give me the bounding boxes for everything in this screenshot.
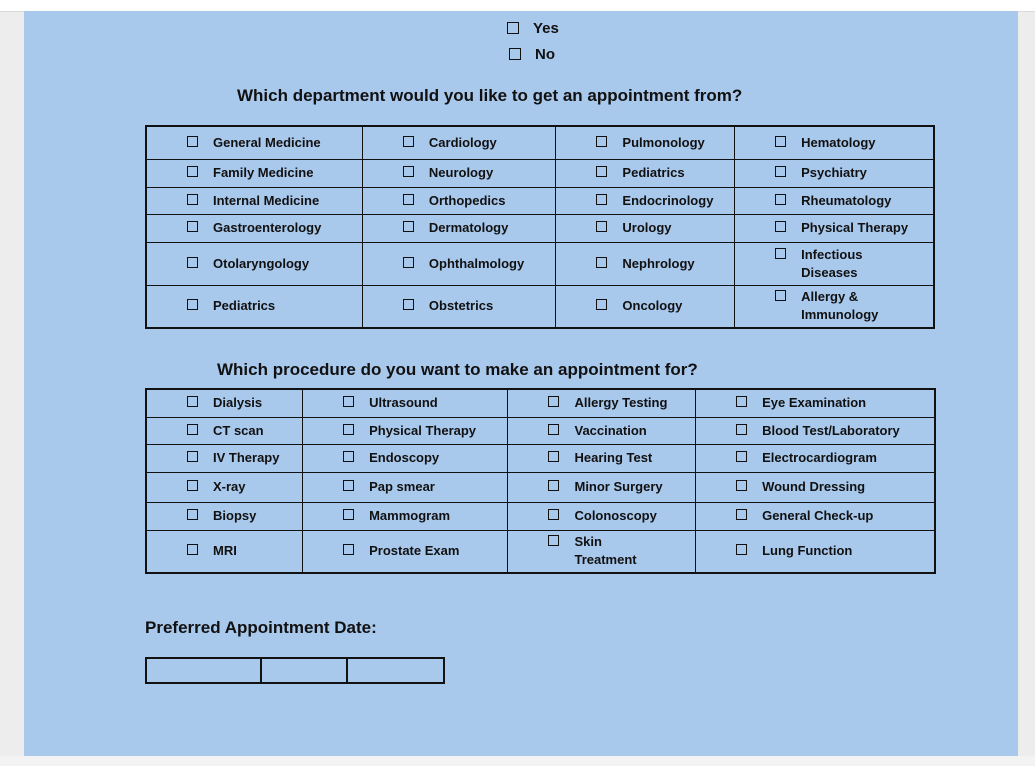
option-label: General Medicine	[213, 134, 321, 150]
checkbox[interactable]	[596, 257, 607, 268]
checkbox-option[interactable]	[508, 507, 695, 525]
checkbox-option[interactable]	[363, 219, 556, 237]
table-cell	[362, 214, 556, 242]
checkbox-option[interactable]	[147, 192, 362, 210]
checkbox[interactable]	[187, 544, 198, 555]
checkbox-option[interactable]	[303, 449, 507, 467]
table-cell	[735, 187, 934, 214]
option-label: Ultrasound	[369, 395, 438, 411]
table-row	[146, 242, 934, 285]
checkbox-option[interactable]	[696, 449, 934, 467]
option-label: Allergy Testing	[574, 395, 668, 411]
checkbox[interactable]	[775, 221, 786, 232]
checkbox-option[interactable]	[363, 297, 556, 315]
checkbox-option[interactable]	[147, 542, 302, 560]
checkbox-option[interactable]	[556, 297, 734, 315]
table-cell	[696, 417, 935, 444]
table-cell	[362, 159, 556, 187]
checkbox-option[interactable]	[508, 533, 695, 569]
option-label: Pediatrics	[213, 298, 276, 314]
option-label: Allergy & Immunology	[801, 289, 879, 323]
checkbox-option[interactable]	[508, 422, 695, 440]
table-cell	[508, 417, 696, 444]
table-row	[146, 417, 935, 444]
checkbox-option[interactable]	[735, 164, 933, 182]
option-label: Psychiatry	[801, 165, 867, 180]
department-question: Which department would you like to get an appointment from?	[237, 86, 743, 105]
option-label: Skin Treatment	[574, 534, 637, 568]
checkbox-option[interactable]	[363, 134, 556, 152]
checkbox[interactable]	[187, 396, 198, 407]
checkbox-option[interactable]	[363, 164, 556, 182]
option-label: Electrocardiogram	[762, 450, 877, 465]
checkbox[interactable]	[403, 136, 414, 147]
option-label: Physical Therapy	[801, 220, 909, 235]
option-label: Gastroenterology	[213, 220, 322, 235]
checkbox[interactable]	[736, 509, 747, 520]
table-cell	[696, 472, 935, 502]
checkbox-option[interactable]	[696, 507, 934, 525]
checkbox[interactable]	[736, 544, 747, 555]
checkbox[interactable]	[403, 221, 414, 232]
checkbox[interactable]	[403, 257, 414, 268]
option-label: Ophthalmology	[428, 255, 525, 271]
table-cell	[146, 159, 362, 187]
table-cell	[362, 187, 556, 214]
option-label: Lung Function	[762, 543, 853, 559]
option-label: Pulmonology	[622, 134, 705, 150]
table-row	[146, 502, 935, 530]
table-cell	[146, 444, 303, 472]
option-label: Endoscopy	[369, 450, 440, 465]
option-label: Urology	[622, 220, 672, 235]
table-cell	[508, 389, 696, 417]
checkbox[interactable]	[548, 424, 559, 435]
table-cell	[696, 444, 935, 472]
checkbox[interactable]	[403, 299, 414, 310]
table-cell	[696, 502, 935, 530]
checkbox-option[interactable]	[556, 192, 734, 210]
checkbox[interactable]	[509, 48, 521, 60]
checkbox[interactable]	[187, 424, 198, 435]
table-cell	[735, 126, 934, 159]
table-cell	[735, 242, 934, 285]
checkbox[interactable]	[775, 290, 786, 301]
table-row	[146, 389, 935, 417]
table-cell	[696, 530, 935, 573]
table-cell	[556, 159, 735, 187]
checkbox[interactable]	[343, 396, 354, 407]
checkbox-option[interactable]	[696, 422, 934, 440]
option-label: Blood Test/Laboratory	[762, 422, 900, 438]
option-label: MRI	[213, 543, 237, 559]
checkbox[interactable]	[736, 396, 747, 407]
checkbox-option[interactable]	[363, 255, 556, 273]
checkbox-option[interactable]	[303, 542, 507, 560]
checkbox[interactable]	[403, 194, 414, 205]
table-cell	[146, 242, 362, 285]
checkbox-option[interactable]	[735, 246, 933, 282]
checkbox[interactable]	[596, 194, 607, 205]
table-cell	[735, 285, 934, 328]
table-cell	[508, 502, 696, 530]
checkbox-option[interactable]	[556, 164, 734, 182]
checkbox[interactable]	[548, 480, 559, 491]
checkbox-option[interactable]	[696, 542, 934, 560]
checkbox[interactable]	[343, 544, 354, 555]
checkbox-option[interactable]	[556, 219, 734, 237]
table-cell	[556, 242, 735, 285]
option-label: Minor Surgery	[574, 479, 663, 494]
checkbox[interactable]	[596, 221, 607, 232]
option-label: Yes	[533, 20, 559, 37]
option-label: Oncology	[622, 298, 683, 314]
option-label: Eye Examination	[762, 395, 867, 411]
checkbox-option[interactable]	[147, 219, 362, 237]
checkbox[interactable]	[187, 299, 198, 310]
department-table	[145, 125, 935, 329]
option-label: Mammogram	[369, 508, 451, 523]
checkbox[interactable]	[548, 509, 559, 520]
referral-option-no[interactable]	[509, 46, 555, 63]
checkbox[interactable]	[596, 299, 607, 310]
table-row	[146, 285, 934, 328]
checkbox[interactable]	[596, 166, 607, 177]
table-cell	[508, 530, 696, 573]
date-month-input[interactable]	[147, 659, 262, 682]
table-cell	[303, 444, 508, 472]
option-label: Colonoscopy	[574, 508, 657, 523]
date-day-input[interactable]	[262, 659, 348, 682]
checkbox-option[interactable]	[147, 297, 362, 315]
option-label: Dialysis	[213, 395, 263, 411]
table-cell	[362, 126, 556, 159]
appointment-date-label: Preferred Appointment Date:	[145, 618, 377, 637]
checkbox-option[interactable]	[147, 422, 302, 440]
checkbox-option[interactable]	[696, 394, 934, 412]
checkbox-option[interactable]	[696, 478, 934, 496]
option-label: X-ray	[213, 479, 246, 494]
table-row	[146, 530, 935, 573]
option-label: Otolaryngology	[213, 255, 310, 271]
checkbox[interactable]	[775, 248, 786, 259]
table-cell	[362, 285, 556, 328]
option-label: Dermatology	[428, 220, 509, 235]
table-cell	[508, 444, 696, 472]
table-cell	[735, 214, 934, 242]
checkbox-option[interactable]	[147, 478, 302, 496]
checkbox-option[interactable]	[303, 478, 507, 496]
option-label: Obstetrics	[428, 298, 494, 314]
table-cell	[146, 389, 303, 417]
option-label: IV Therapy	[213, 450, 280, 465]
option-label: Prostate Exam	[369, 543, 460, 559]
checkbox-option[interactable]	[735, 288, 933, 324]
option-label: Family Medicine	[213, 165, 314, 180]
option-label: CT scan	[213, 422, 264, 438]
table-row	[146, 472, 935, 502]
checkbox-option[interactable]	[303, 394, 507, 412]
table-cell	[146, 472, 303, 502]
checkbox[interactable]	[343, 509, 354, 520]
checkbox-option[interactable]	[147, 134, 362, 152]
table-cell	[303, 530, 508, 573]
checkbox[interactable]	[187, 194, 198, 205]
checkbox[interactable]	[343, 451, 354, 462]
checkbox-option[interactable]	[147, 449, 302, 467]
table-cell	[303, 502, 508, 530]
table-cell	[146, 187, 362, 214]
option-label: Hematology	[801, 134, 876, 150]
option-label: Neurology	[428, 165, 494, 180]
procedure-table	[145, 388, 936, 574]
checkbox-option[interactable]	[556, 134, 734, 152]
checkbox[interactable]	[187, 136, 198, 147]
table-cell	[146, 214, 362, 242]
table-cell	[146, 417, 303, 444]
table-row	[146, 159, 934, 187]
option-label: Pediatrics	[622, 165, 685, 180]
checkbox-option[interactable]	[508, 394, 695, 412]
option-label: Nephrology	[622, 255, 695, 271]
checkbox-option[interactable]	[147, 507, 302, 525]
checkbox[interactable]	[343, 480, 354, 491]
checkbox[interactable]	[775, 166, 786, 177]
checkbox[interactable]	[187, 166, 198, 177]
checkbox[interactable]	[548, 535, 559, 546]
checkbox-option[interactable]	[508, 478, 695, 496]
checkbox-option[interactable]	[508, 449, 695, 467]
option-label: Rheumatology	[801, 192, 892, 208]
option-label: General Check-up	[762, 508, 874, 523]
option-label: Cardiology	[428, 134, 497, 150]
checkbox-option[interactable]	[147, 255, 362, 273]
checkbox[interactable]	[736, 480, 747, 491]
option-label: Orthopedics	[428, 192, 506, 208]
checkbox[interactable]	[548, 396, 559, 407]
checkbox-option[interactable]	[735, 219, 933, 237]
checkbox-option[interactable]	[363, 192, 556, 210]
option-label: Biopsy	[213, 508, 257, 523]
checkbox[interactable]	[403, 166, 414, 177]
table-cell	[303, 389, 508, 417]
checkbox-option[interactable]	[735, 134, 933, 152]
checkbox[interactable]	[343, 424, 354, 435]
checkbox[interactable]	[187, 451, 198, 462]
option-label: Infectious Diseases	[801, 246, 863, 280]
checkbox[interactable]	[187, 221, 198, 232]
date-year-input[interactable]	[348, 659, 443, 682]
checkbox-option[interactable]	[303, 507, 507, 525]
checkbox-option[interactable]	[147, 164, 362, 182]
checkbox[interactable]	[775, 194, 786, 205]
checkbox[interactable]	[736, 451, 747, 462]
table-cell	[556, 187, 735, 214]
checkbox[interactable]	[736, 424, 747, 435]
table-cell	[696, 389, 935, 417]
table-cell	[556, 126, 735, 159]
table-cell	[362, 242, 556, 285]
checkbox-option[interactable]	[147, 394, 302, 412]
table-cell	[303, 472, 508, 502]
table-cell	[146, 126, 362, 159]
checkbox-option[interactable]	[303, 422, 507, 440]
table-cell	[556, 285, 735, 328]
checkbox[interactable]	[596, 136, 607, 147]
referral-option-yes[interactable]	[507, 20, 559, 37]
checkbox-option[interactable]	[556, 255, 734, 273]
option-label: Internal Medicine	[213, 192, 320, 208]
checkbox[interactable]	[187, 257, 198, 268]
viewer-bottom-bar	[0, 756, 1035, 766]
option-label: Hearing Test	[574, 450, 653, 465]
table-cell	[146, 530, 303, 573]
checkbox[interactable]	[548, 451, 559, 462]
table-row	[146, 126, 934, 159]
option-label: No	[535, 46, 555, 63]
table-cell	[146, 285, 362, 328]
checkbox[interactable]	[507, 22, 519, 34]
table-cell	[735, 159, 934, 187]
table-cell	[146, 502, 303, 530]
table-cell	[303, 417, 508, 444]
appointment-date-field	[145, 657, 445, 684]
option-label: Wound Dressing	[762, 479, 866, 494]
table-row	[146, 214, 934, 242]
table-cell	[508, 472, 696, 502]
option-label: Pap smear	[369, 479, 435, 494]
table-row	[146, 187, 934, 214]
option-label: Endocrinology	[622, 192, 714, 208]
checkbox[interactable]	[187, 480, 198, 491]
checkbox[interactable]	[775, 136, 786, 147]
table-cell	[556, 214, 735, 242]
option-label: Physical Therapy	[369, 422, 477, 438]
option-label: Vaccination	[574, 422, 647, 438]
procedure-question: Which procedure do you want to make an appointment for?	[217, 360, 698, 379]
checkbox-option[interactable]	[735, 192, 933, 210]
form-page	[24, 11, 1018, 756]
table-row	[146, 444, 935, 472]
checkbox[interactable]	[187, 509, 198, 520]
